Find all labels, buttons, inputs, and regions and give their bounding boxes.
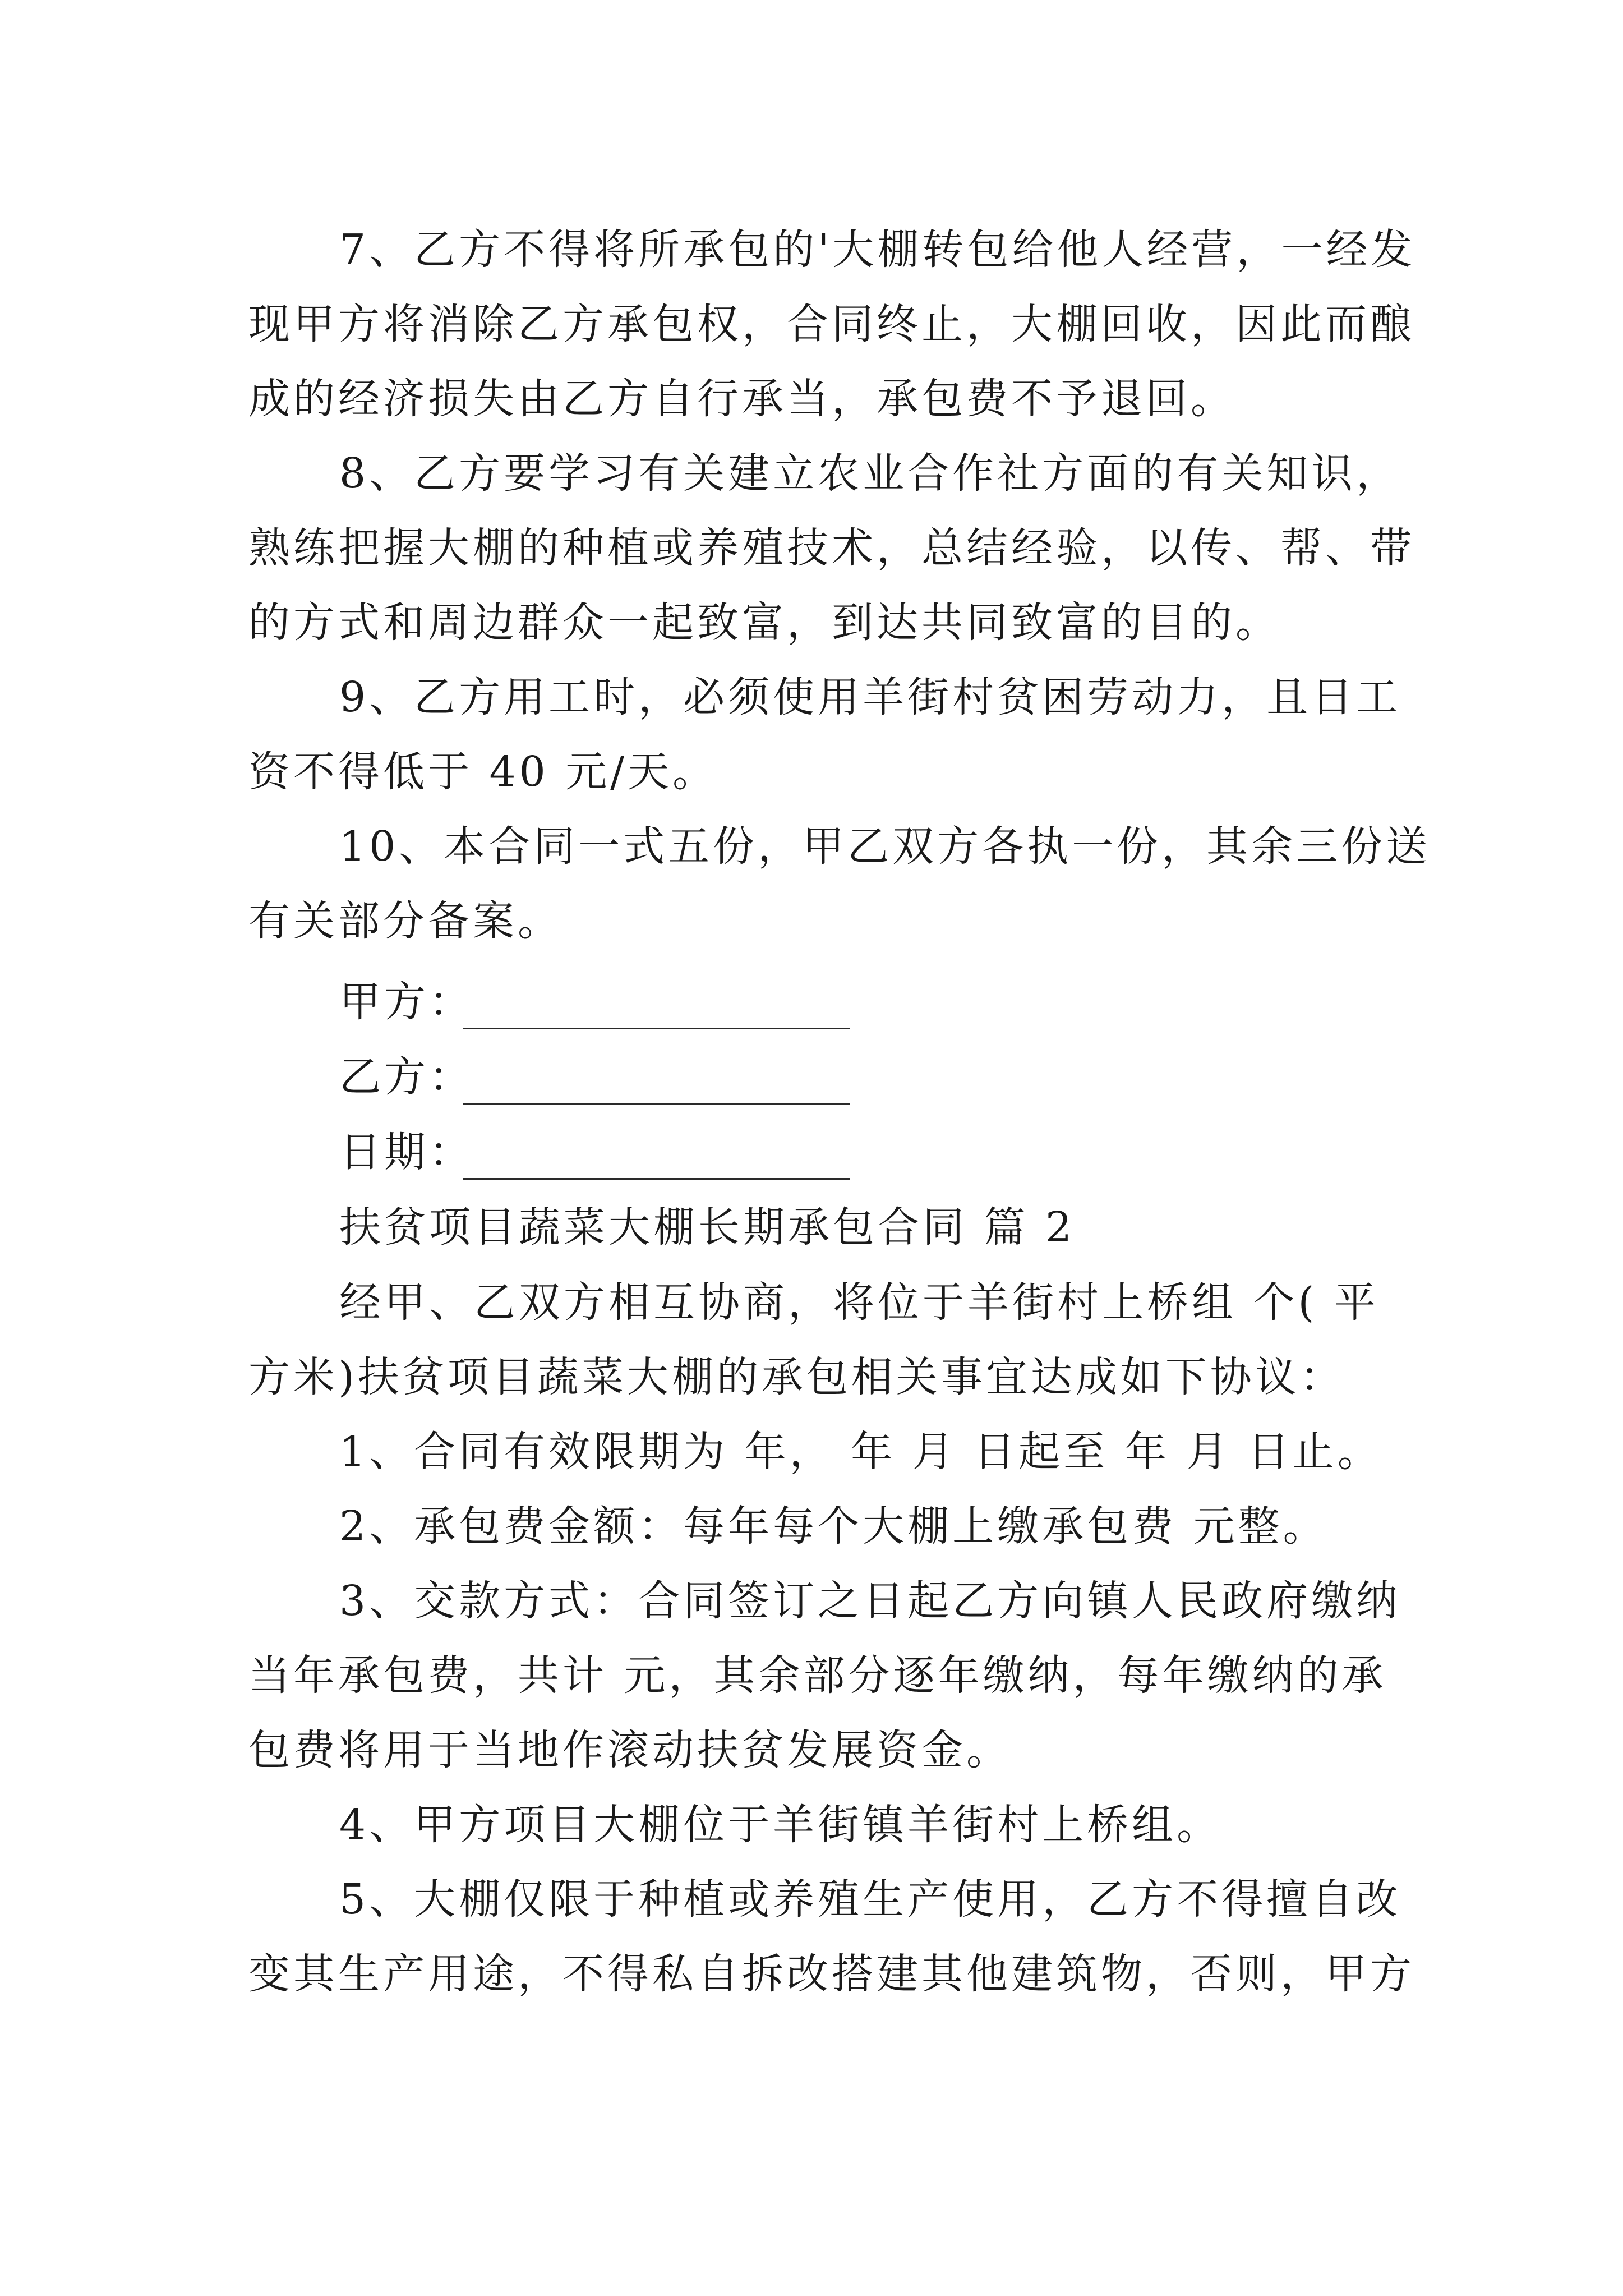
signature-party-b-label: 乙方： <box>339 1053 474 1101</box>
clause-3-line-3: 包费将用于当地作滚动扶贫发展资金。 <box>248 1726 1011 1774</box>
intro-line-2: 方米)扶贫项目蔬菜大棚的承包相关事宜达成如下协议： <box>248 1353 1345 1401</box>
clause-2: 2、承包费金额：每年每个大棚上缴承包费 元整。 <box>339 1502 1328 1550</box>
signature-party-a-label: 甲方： <box>339 978 474 1026</box>
paragraph-8-line-1: 8、乙方要学习有关建立农业合作社方面的有关知识， <box>339 449 1401 498</box>
clause-5-line-2: 变其生产用途，不得私自拆改搭建其他建筑物，否则，甲方 <box>248 1950 1415 1998</box>
paragraph-8-line-2: 熟练把握大棚的种植或养殖技术，总结经验，以传、帮、带 <box>248 524 1415 572</box>
signature-date-line <box>463 1178 850 1180</box>
paragraph-7-line-1: 7、乙方不得将所承包的'大棚转包给他人经营，一经发 <box>339 226 1416 274</box>
section-heading: 扶贫项目蔬菜大棚长期承包合同 篇 2 <box>339 1203 1076 1251</box>
clause-1: 1、合同有效限期为 年， 年 月 日起至 年 月 日止。 <box>339 1428 1382 1476</box>
paragraph-9-line-1: 9、乙方用工时，必须使用羊街村贫困劳动力，且日工 <box>339 673 1401 721</box>
clause-5-line-1: 5、大棚仅限于种植或养殖生产使用，乙方不得擅自改 <box>339 1875 1401 1924</box>
paragraph-8-line-3: 的方式和周边群众一起致富，到达共同致富的目的。 <box>248 599 1280 647</box>
signature-date-label: 日期： <box>339 1128 474 1176</box>
clause-4: 4、甲方项目大棚位于羊街镇羊街村上桥组。 <box>339 1801 1222 1849</box>
intro-line-1: 经甲、乙双方相互协商，将位于羊街村上桥组 个( 平 <box>339 1278 1379 1327</box>
paragraph-9-line-2: 资不得低于 40 元/天。 <box>248 748 718 796</box>
paragraph-10-line-1: 10、本合同一式五份，甲乙双方各执一份，其余三份送 <box>339 822 1431 871</box>
signature-party-a-line <box>463 1028 850 1029</box>
paragraph-7-line-2: 现甲方将消除乙方承包权，合同终止，大棚回收，因此而酿 <box>248 300 1415 348</box>
paragraph-7-line-3: 成的经济损失由乙方自行承当，承包费不予退回。 <box>248 375 1235 423</box>
clause-3-line-2: 当年承包费，共计 元，其余部分逐年缴纳，每年缴纳的承 <box>248 1651 1387 1700</box>
paragraph-10-line-2: 有关部分备案。 <box>248 897 562 945</box>
signature-party-b-line <box>463 1103 850 1105</box>
clause-3-line-1: 3、交款方式：合同签订之日起乙方向镇人民政府缴纳 <box>339 1577 1401 1625</box>
